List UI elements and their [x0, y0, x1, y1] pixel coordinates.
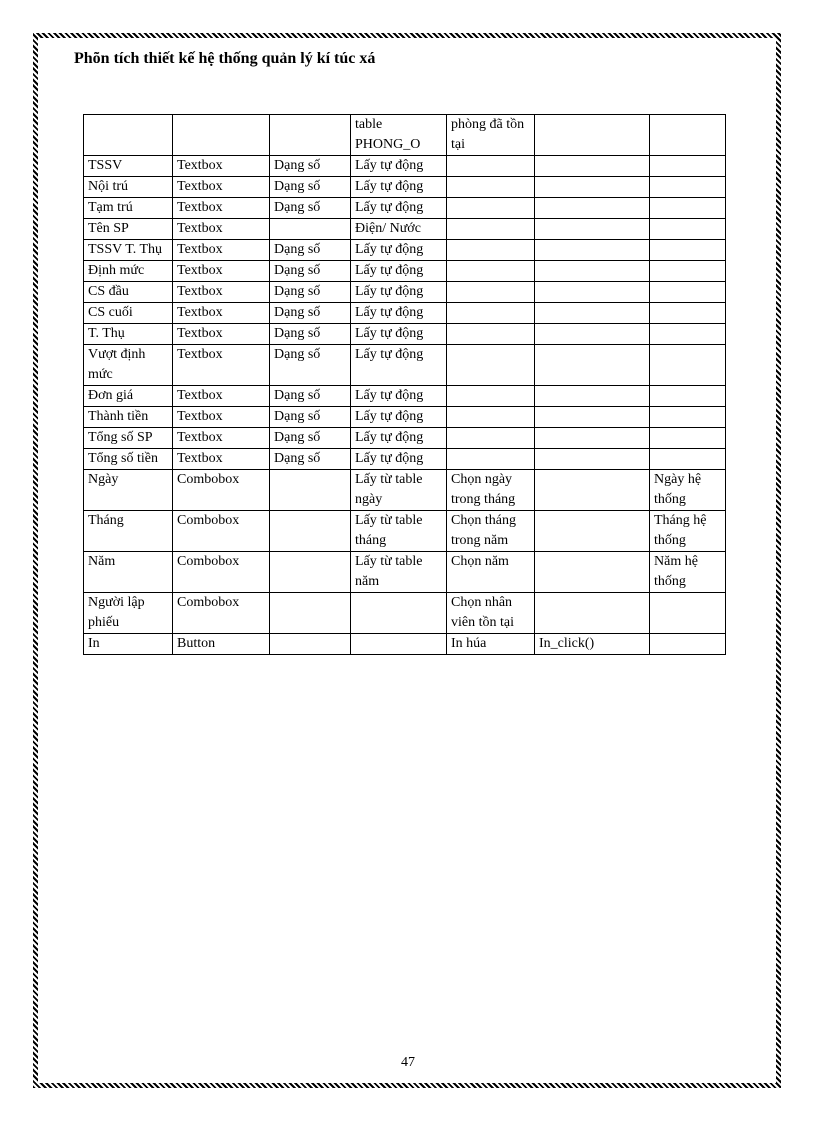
table-row: [84, 634, 726, 655]
table-cell: Chọn năm: [447, 552, 535, 593]
table-row: [84, 303, 726, 324]
table-cell: [447, 386, 535, 407]
table-row: [84, 156, 726, 177]
table-cell: [650, 324, 726, 345]
table-cell: Lấy tự động: [351, 261, 447, 282]
table-cell: Dạng số: [270, 303, 351, 324]
table-cell: Lấy tự động: [351, 345, 447, 386]
table-cell: [650, 282, 726, 303]
table-cell: [173, 115, 270, 156]
table-cell: [650, 449, 726, 470]
table-cell: Lấy tự động: [351, 198, 447, 219]
table-cell: Tổng số tiền: [84, 449, 173, 470]
table-cell: [447, 282, 535, 303]
table-cell: [650, 345, 726, 386]
table-cell: Combobox: [173, 511, 270, 552]
table-cell: Lấy từ table ngày: [351, 470, 447, 511]
table-cell: [447, 449, 535, 470]
table-cell: [447, 303, 535, 324]
table-cell: Dạng số: [270, 261, 351, 282]
table-row: [84, 386, 726, 407]
table-cell: Textbox: [173, 240, 270, 261]
table-cell: Textbox: [173, 219, 270, 240]
table-cell: Lấy tự động: [351, 177, 447, 198]
table-cell: Lấy tự động: [351, 407, 447, 428]
table-cell: Lấy tự động: [351, 324, 447, 345]
table-cell: [270, 470, 351, 511]
table-cell: Dạng số: [270, 198, 351, 219]
table-cell: Combobox: [173, 470, 270, 511]
table-cell: Textbox: [173, 198, 270, 219]
table-row: [84, 470, 726, 511]
table-cell: [84, 115, 173, 156]
table-cell: [535, 511, 650, 552]
table-row: [84, 240, 726, 261]
table-cell: [535, 156, 650, 177]
table-cell: [535, 407, 650, 428]
table-cell: [270, 115, 351, 156]
table-cell: Dạng số: [270, 345, 351, 386]
table-cell: [447, 407, 535, 428]
table-cell: Lấy tự động: [351, 428, 447, 449]
table-cell: [650, 240, 726, 261]
table-cell: Textbox: [173, 177, 270, 198]
table-cell: Lấy tự động: [351, 449, 447, 470]
document-title: Phõn tích thiết kế hệ thống quản lý kí túc xá: [74, 50, 376, 67]
table-cell: In_click(): [535, 634, 650, 655]
table-cell: TSSV T. Thụ: [84, 240, 173, 261]
table-cell: Textbox: [173, 449, 270, 470]
table-cell: Dạng số: [270, 156, 351, 177]
table-row: [84, 324, 726, 345]
table-cell: In húa: [447, 634, 535, 655]
table-cell: Lấy tự động: [351, 240, 447, 261]
table-row: [84, 115, 726, 156]
table-cell: [650, 115, 726, 156]
table-row: [84, 552, 726, 593]
table-row: [84, 449, 726, 470]
table-cell: [650, 198, 726, 219]
table-cell: CS đầu: [84, 282, 173, 303]
table-row: [84, 428, 726, 449]
table-row: [84, 177, 726, 198]
table-cell: Dạng số: [270, 407, 351, 428]
table-cell: Combobox: [173, 593, 270, 634]
table-cell: [650, 261, 726, 282]
table-cell: [447, 240, 535, 261]
table-cell: [270, 593, 351, 634]
table-cell: Năm hệ thống: [650, 552, 726, 593]
table-cell: [270, 634, 351, 655]
table-cell: Lấy từ table tháng: [351, 511, 447, 552]
table-cell: Người lập phiếu: [84, 593, 173, 634]
table-cell: Dạng số: [270, 282, 351, 303]
table-cell: [447, 345, 535, 386]
table-cell: Thành tiền: [84, 407, 173, 428]
table-cell: Dạng số: [270, 428, 351, 449]
table-row: [84, 198, 726, 219]
table-cell: [447, 177, 535, 198]
table-cell: [535, 198, 650, 219]
table-cell: Textbox: [173, 428, 270, 449]
table-cell: Tên SP: [84, 219, 173, 240]
table-row: [84, 345, 726, 386]
table-cell: [535, 552, 650, 593]
table-cell: Combobox: [173, 552, 270, 593]
table-cell: [535, 386, 650, 407]
table-cell: [270, 511, 351, 552]
table-cell: [351, 634, 447, 655]
table-cell: Lấy từ table năm: [351, 552, 447, 593]
table-cell: Đơn giá: [84, 386, 173, 407]
table-cell: Tổng số SP: [84, 428, 173, 449]
table-cell: Tháng: [84, 511, 173, 552]
page-number: 47: [401, 1055, 415, 1070]
table-cell: Điện/ Nước: [351, 219, 447, 240]
table-cell: Textbox: [173, 386, 270, 407]
table-cell: Textbox: [173, 156, 270, 177]
table-cell: [270, 219, 351, 240]
table-row: [84, 261, 726, 282]
table-cell: Textbox: [173, 261, 270, 282]
table-cell: Ngày: [84, 470, 173, 511]
table-cell: In: [84, 634, 173, 655]
table-cell: CS cuối: [84, 303, 173, 324]
table-row: [84, 282, 726, 303]
table-cell: [270, 552, 351, 593]
table-cell: table PHONG_O: [351, 115, 447, 156]
table-cell: TSSV: [84, 156, 173, 177]
table-row: [84, 407, 726, 428]
table-cell: phòng đã tồn tại: [447, 115, 535, 156]
table-cell: Chọn nhân viên tồn tại: [447, 593, 535, 634]
table-cell: Tháng hệ thống: [650, 511, 726, 552]
table-cell: [351, 593, 447, 634]
table-cell: [447, 324, 535, 345]
table-cell: Lấy tự động: [351, 156, 447, 177]
table-cell: Textbox: [173, 282, 270, 303]
table-cell: Textbox: [173, 407, 270, 428]
table-cell: [650, 156, 726, 177]
table-cell: [535, 470, 650, 511]
table-cell: [447, 156, 535, 177]
table-cell: Textbox: [173, 303, 270, 324]
table-cell: Định mức: [84, 261, 173, 282]
table-cell: [535, 345, 650, 386]
table-cell: [447, 428, 535, 449]
table-cell: [650, 407, 726, 428]
table-cell: [650, 634, 726, 655]
table-cell: Textbox: [173, 324, 270, 345]
table-cell: Dạng số: [270, 240, 351, 261]
table-cell: Lấy tự động: [351, 386, 447, 407]
table-cell: [535, 428, 650, 449]
table-cell: Lấy tự động: [351, 282, 447, 303]
table-cell: T. Thụ: [84, 324, 173, 345]
table-cell: Năm: [84, 552, 173, 593]
table-cell: [650, 177, 726, 198]
table-cell: [535, 219, 650, 240]
table-row: [84, 219, 726, 240]
table-cell: Button: [173, 634, 270, 655]
table-cell: Dạng số: [270, 324, 351, 345]
table-cell: [447, 261, 535, 282]
table-cell: [535, 115, 650, 156]
table-cell: [535, 303, 650, 324]
table-cell: Tạm trú: [84, 198, 173, 219]
table-cell: Chọn ngày trong tháng: [447, 470, 535, 511]
table-cell: [535, 240, 650, 261]
table-cell: Dạng số: [270, 386, 351, 407]
table-cell: [447, 198, 535, 219]
table-cell: Lấy tự động: [351, 303, 447, 324]
table-row: [84, 593, 726, 634]
table-cell: [447, 219, 535, 240]
table-cell: [535, 324, 650, 345]
table-cell: Dạng số: [270, 449, 351, 470]
spec-table: [83, 114, 726, 655]
table-cell: Vượt định mức: [84, 345, 173, 386]
table-cell: [650, 303, 726, 324]
table-cell: [650, 428, 726, 449]
spec-table-body: [84, 115, 726, 655]
table-cell: [535, 449, 650, 470]
table-cell: [535, 177, 650, 198]
table-cell: Ngày hệ thống: [650, 470, 726, 511]
table-cell: [535, 282, 650, 303]
table-cell: Chọn tháng trong năm: [447, 511, 535, 552]
table-cell: Dạng số: [270, 177, 351, 198]
table-cell: [535, 261, 650, 282]
table-cell: [650, 386, 726, 407]
table-cell: Textbox: [173, 345, 270, 386]
table-cell: [535, 593, 650, 634]
table-row: [84, 511, 726, 552]
table-cell: [650, 219, 726, 240]
table-cell: [650, 593, 726, 634]
table-cell: Nội trú: [84, 177, 173, 198]
